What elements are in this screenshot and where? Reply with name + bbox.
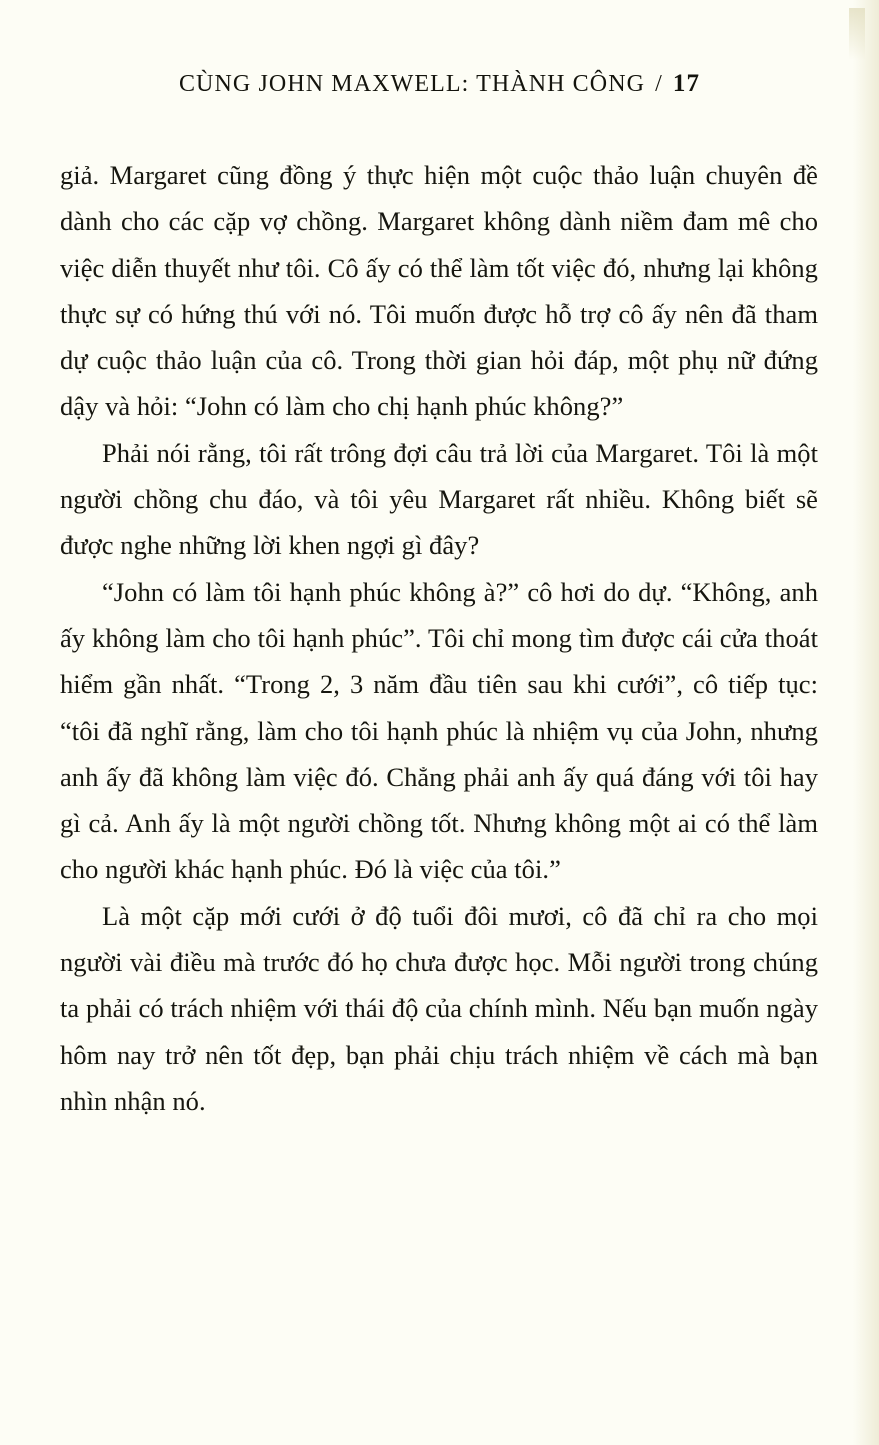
- page-edge-shading: [853, 0, 879, 1445]
- body-text: [60, 152, 818, 1124]
- page-number: 17: [672, 70, 701, 97]
- page-corner-mark: [849, 8, 865, 60]
- paragraph: giả. Margaret cũng đồng ý thực hiện một cuộc thảo luận chuyên đề dành cho các cặp vợ chồng. Margaret không dành niềm đam mê cho việc diễn thuyết như tôi. Cô ấy có thể làm tốt việc đó, nhưng lại không thực sự có hứng thú với nó. Tôi muốn được hỗ trợ cô ấy nên đã tham dự cuộc thảo luận của cô. Trong thời gian hỏi đáp, một phụ nữ đứng dậy và hỏi: “John có làm cho chị hạnh phúc không?”: [60, 160, 818, 422]
- running-head: [0, 70, 879, 98]
- running-head-separator: /: [655, 71, 663, 97]
- paragraph: Là một cặp mới cưới ở độ tuổi đôi mươi, cô đã chỉ ra cho mọi người vài điều mà trước đó họ chưa được học. Mỗi người trong chúng ta phải có trách nhiệm với thái độ của chính mình. Nếu bạn muốn ngày hôm nay trở nên tốt đẹp, bạn phải chịu trách nhiệm về cách mà bạn nhìn nhận nó.: [60, 900, 818, 1116]
- paragraph: Phải nói rằng, tôi rất trông đợi câu trả lời của Margaret. Tôi là một người chồng chu đáo, và tôi yêu Margaret rất nhiều. Không biết sẽ được nghe những lời khen ngợi gì đây?: [60, 437, 818, 561]
- paragraph: “John có làm tôi hạnh phúc không à?” cô hơi do dự. “Không, anh ấy không làm cho tôi hạnh phúc”. Tôi chỉ mong tìm được cái cửa thoát hiểm gần nhất. “Trong 2, 3 năm đầu tiên sau khi cưới”, cô tiếp tục: “tôi đã nghĩ rằng, làm cho tôi hạnh phúc là nhiệm vụ của John, nhưng anh ấy đã không làm việc đó. Chẳng phải anh ấy quá đáng với tôi hay gì cả. Anh ấy là một người chồng tốt. Nhưng không một ai có thể làm cho người khác hạnh phúc. Đó là việc của tôi.”: [60, 576, 818, 885]
- running-head-title: CÙNG JOHN MAXWELL: THÀNH CÔNG: [178, 71, 646, 97]
